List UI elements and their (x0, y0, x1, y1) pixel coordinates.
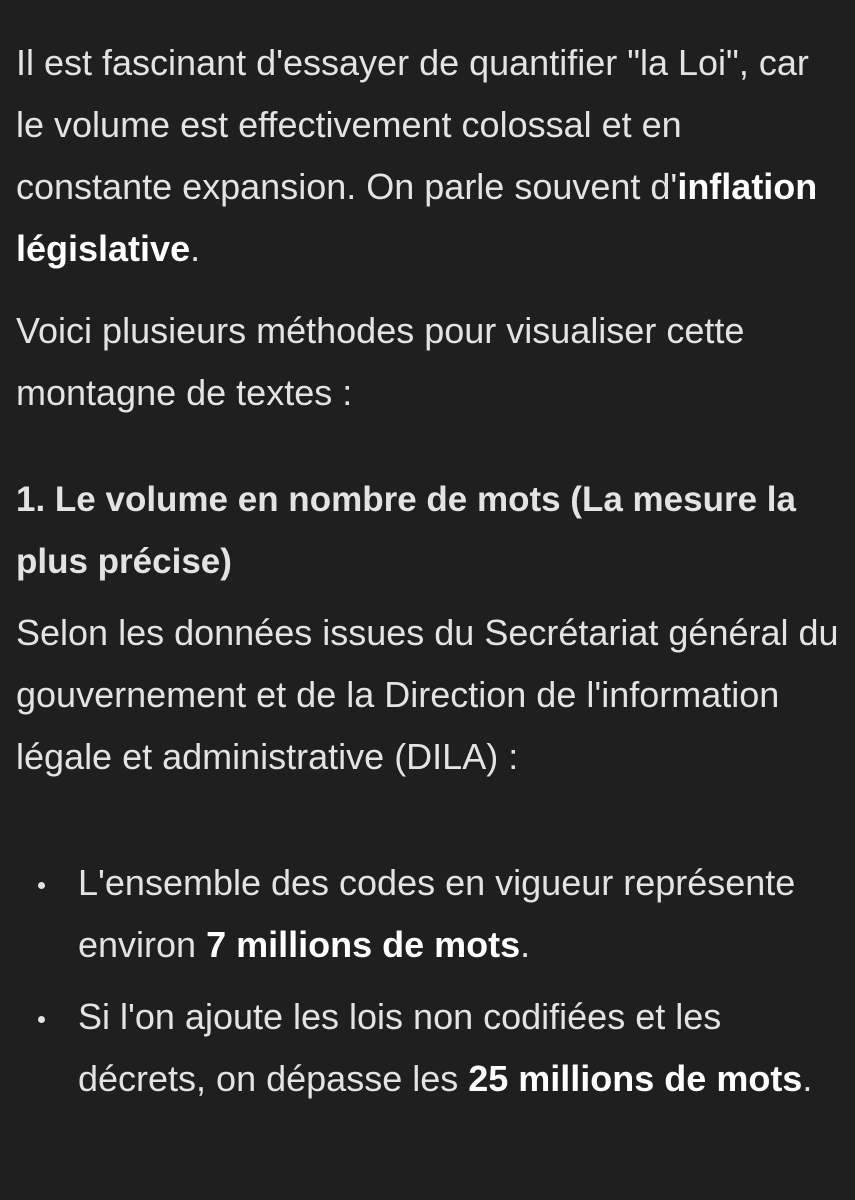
bullet-list (16, 852, 846, 1120)
section-heading: 1. Le volume en nombre de mots (La mesure la plus précise) (16, 480, 796, 581)
bullet-icon (38, 882, 45, 889)
intro-text: Il est fascinant d'essayer de quantifier "la Loi", car le volume est effectivement colossal et en constante expansion. On parle souvent d' (16, 42, 809, 207)
intro-text-end: . (190, 228, 201, 269)
bullet-text: L'ensemble des codes en vigueur représente environ (78, 862, 796, 965)
intro-paragraph (16, 32, 846, 280)
list-item (16, 986, 846, 1110)
section-body-paragraph: Selon les données issues du Secrétariat général du gouvernement et de la Direction de l'information légale et administrative (DILA) : (16, 612, 839, 777)
methods-intro-paragraph: Voici plusieurs méthodes pour visualiser cette montagne de textes : (16, 310, 745, 413)
bullet-text: Si l'on ajoute les lois non codifiées et les décrets, on dépasse les (78, 996, 722, 1099)
intro-bold-term: inflation législative (16, 166, 818, 269)
bullet-text-end: . (802, 1058, 813, 1099)
bullet-bold: 7 millions de mots (206, 924, 521, 965)
list-item (16, 852, 846, 976)
bullet-icon (38, 1016, 45, 1023)
bullet-bold: 25 millions de mots (468, 1058, 803, 1099)
bullet-text-end: . (520, 924, 531, 965)
